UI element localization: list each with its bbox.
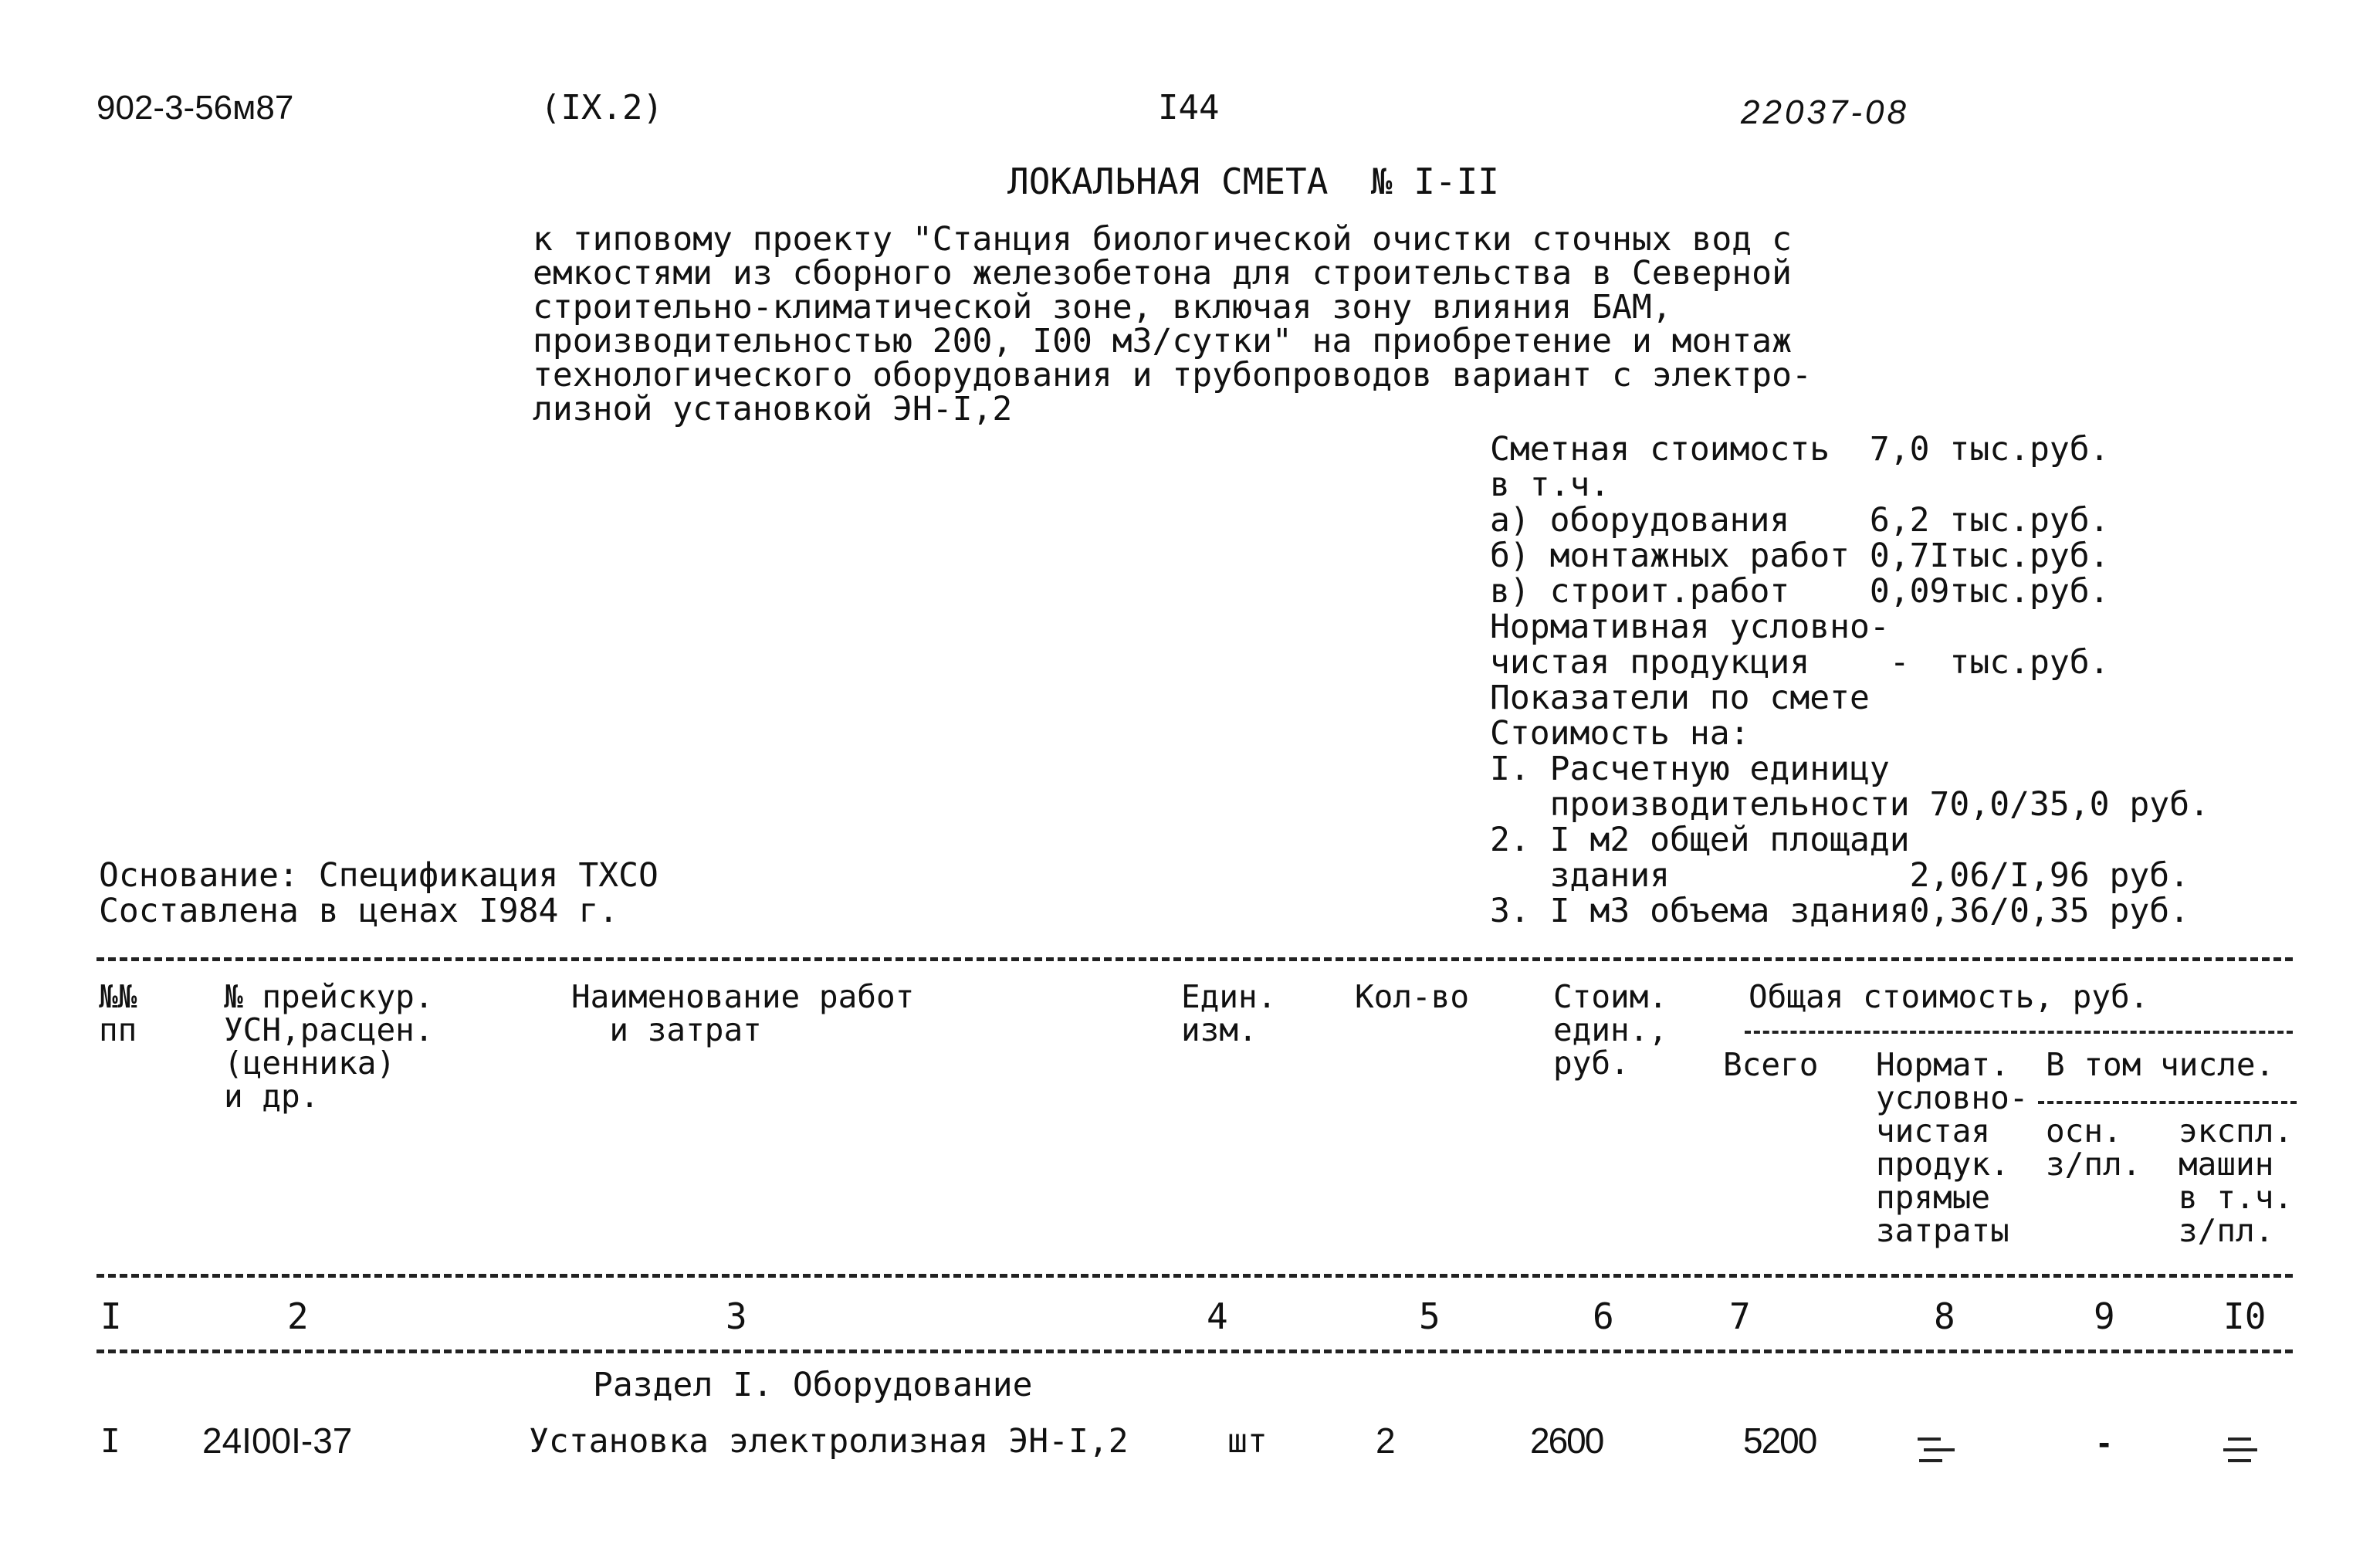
header-text: чистая [1876, 1112, 1991, 1150]
table-top-rule [96, 957, 2293, 961]
page-number: I44 [1158, 88, 1220, 127]
summary-line: Нормативная условно- [1490, 608, 1890, 646]
row-normative-ditto-mark [1918, 1434, 1955, 1467]
row-total: 5200 [1743, 1421, 1816, 1461]
header-text: и др. [224, 1078, 320, 1115]
section-title: Раздел I. Оборудование [593, 1366, 1033, 1404]
row-unit-cost: 2600 [1530, 1421, 1603, 1461]
header-text: пп [99, 1011, 137, 1048]
description-line: строительно-климатической зоне, включая зону влияния БАМ, [533, 288, 1672, 327]
column-number: I [100, 1295, 122, 1337]
description-line: производительностью 200, I00 м3/сутки" на приобретение и монтаж [533, 322, 1792, 361]
section-number: (IX.2) [540, 88, 663, 127]
header-text: в т.ч. [2179, 1179, 2294, 1216]
header-text: Наименование работ [571, 978, 915, 1015]
header-sub-rule [1745, 1031, 2293, 1034]
header-text: осн. [2046, 1112, 2122, 1150]
description-line: емкостями из сборного железобетона для строительства в Северной [533, 254, 1792, 293]
header-text: изм. [1181, 1011, 1258, 1048]
document-code: 902-3-56м87 [96, 89, 294, 127]
price-basis: Составлена в ценах I984 г. [99, 892, 619, 930]
row-machines-ditto-mark [2223, 1434, 2260, 1467]
summary-line: б) монтажных работ 0,7Iтыс.руб. [1490, 537, 2110, 575]
header-including: В том числе. [2046, 1046, 2275, 1083]
summary-line: в т.ч. [1490, 466, 1610, 504]
summary-line: Показатели по смете [1490, 679, 1870, 717]
header-text: затраты [1876, 1212, 2009, 1249]
row-price-code: 24I00I-37 [202, 1421, 353, 1461]
row-quantity: 2 [1376, 1421, 1396, 1461]
header-including-rule [2038, 1101, 2297, 1104]
header-total-cost: Общая стоимость, руб. [1749, 978, 2149, 1015]
header-text: (ценника) [224, 1045, 396, 1082]
summary-line: а) оборудования 6,2 тыс.руб. [1490, 501, 2110, 540]
header-text: экспл. [2179, 1112, 2294, 1150]
header-text: № прейскур. [224, 978, 434, 1015]
header-text: №№ [99, 978, 137, 1015]
header-text: Нормат. [1876, 1046, 2009, 1083]
estimate-basis: Основание: Спецификация ТХСО [99, 856, 658, 895]
description-line: лизной установкой ЭН-I,2 [533, 390, 1013, 428]
summary-line: 2. I м2 общей площади [1490, 821, 1910, 859]
header-text: и затрат [571, 1011, 762, 1048]
header-text: з/пл. [2179, 1212, 2274, 1249]
column-numbers-rule [96, 1350, 2293, 1353]
header-col-quantity: Кол-во [1355, 978, 1470, 1015]
row-name: Установка электролизная ЭН-I,2 [529, 1422, 1129, 1461]
column-number: 8 [1934, 1295, 1955, 1337]
header-text: продук. [1876, 1146, 2009, 1183]
description-line: к типовому проекту "Станция биологической очистки сточных вод с [533, 220, 1792, 259]
column-number: 7 [1729, 1295, 1751, 1337]
page-title: ЛОКАЛЬНАЯ СМЕТА № I-II [1007, 161, 1499, 202]
row-number: I [100, 1422, 120, 1461]
description-line: технологического оборудования и трубопроводов вариант с электро- [533, 356, 1812, 395]
summary-line: 3. I м3 объема здания0,36/0,35 руб. [1490, 892, 2190, 930]
header-text: условно- [1876, 1079, 2029, 1116]
header-text: машин [2179, 1146, 2274, 1183]
column-number: 2 [287, 1295, 309, 1337]
summary-line: Стоимость на: [1490, 714, 1750, 753]
row-unit: шт [1227, 1422, 1268, 1461]
header-bottom-rule [96, 1274, 2293, 1278]
header-total-all: Всего [1723, 1046, 1819, 1083]
column-number: 6 [1593, 1295, 1614, 1337]
summary-line: производительности 70,0/35,0 руб. [1490, 785, 2209, 824]
header-text: прямые [1876, 1179, 1991, 1216]
row-base-pay: - [2098, 1422, 2111, 1462]
header-text: Един. [1181, 978, 1277, 1015]
header-text: з/пл. [2046, 1146, 2141, 1183]
header-text: Стоим. [1553, 978, 1668, 1015]
summary-line: Сметная стоимость 7,0 тыс.руб. [1490, 430, 2110, 469]
header-text: руб. [1553, 1045, 1630, 1082]
column-number: 9 [2094, 1295, 2115, 1337]
column-number: 4 [1207, 1295, 1228, 1337]
summary-line: I. Расчетную единицу [1490, 750, 1890, 788]
column-number: 3 [726, 1295, 747, 1337]
summary-line: в) строит.работ 0,09тыс.руб. [1490, 572, 2110, 611]
header-text: един., [1553, 1011, 1668, 1048]
summary-line: чистая продукция - тыс.руб. [1490, 643, 2110, 682]
column-number: 5 [1419, 1295, 1441, 1337]
header-text: УСН,расцен. [224, 1011, 434, 1048]
document-id: 22037-08 [1741, 93, 1909, 131]
summary-line: здания 2,06/I,96 руб. [1490, 856, 2190, 895]
column-number: I0 [2223, 1295, 2267, 1337]
